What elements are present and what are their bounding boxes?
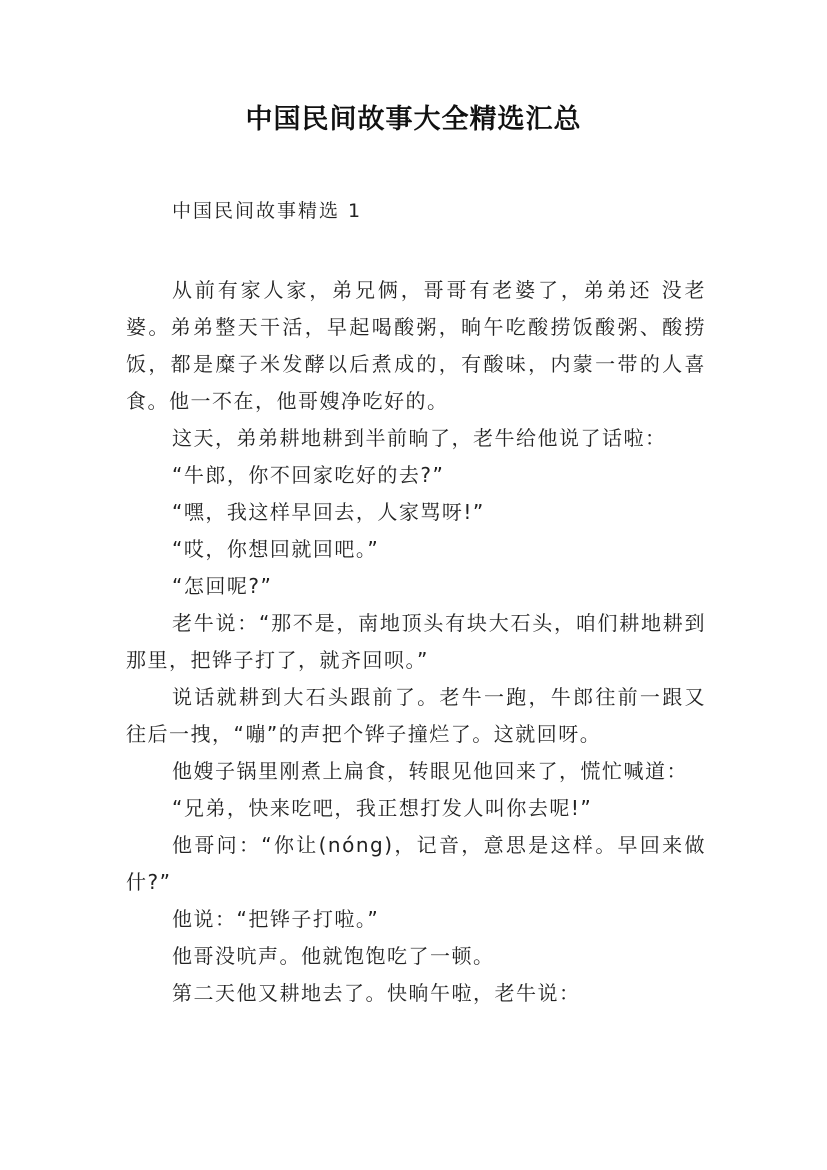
paragraph-11: 他哥问：“你让(nóng)，记音，意思是这样。早回来做什?” <box>126 833 706 894</box>
paragraph-1: 从前有家人家，弟兄俩，哥哥有老婆了，弟弟还 没老婆。弟弟整天干活，早起喝酸粥，晌午吃酸捞饭酸粥、酸捞饭，都是糜子米发酵以后煮成的，有酸味，内蒙一带的人喜食。他一不在，他哥嫂净吃好的。 <box>126 278 706 413</box>
paragraph-2: 这天，弟弟耕地耕到半前晌了，老牛给他说了话啦： <box>172 426 667 450</box>
paragraph-8: 说话就耕到大石头跟前了。老牛一跑，牛郎往前一跟又往后一拽，“嘣”的声把个铧子撞烂了。这就回呀。 <box>126 685 706 746</box>
paragraph-14: 第二天他又耕地去了。快晌午啦，老牛说： <box>172 981 581 1005</box>
story-body <box>126 272 706 1012</box>
paragraph-6: “怎回呢?” <box>172 574 273 598</box>
paragraph-7: 老牛说：“那不是，南地顶头有块大石头，咱们耕地耕到那里，把铧子打了，就齐回呗。” <box>126 611 706 672</box>
paragraph-3: “牛郎，你不回家吃好的去?” <box>172 463 445 487</box>
paragraph-5: “哎，你想回就回吧。” <box>172 537 380 561</box>
paragraph-10: “兄弟，快来吃吧，我正想打发人叫你去呢!” <box>172 796 593 820</box>
section-heading: 中国民间故事精选 1 <box>172 200 363 222</box>
paragraph-9: 他嫂子锅里刚煮上扁食，转眼见他回来了，慌忙喊道： <box>172 759 688 783</box>
paragraph-12: 他说：“把铧子打啦。” <box>172 907 380 931</box>
paragraph-13: 他哥没吭声。他就饱饱吃了一顿。 <box>172 944 495 968</box>
document-title: 中国民间故事大全精选汇总 <box>245 104 582 135</box>
paragraph-4: “嘿，我这样早回去，人家骂呀!” <box>172 500 485 524</box>
